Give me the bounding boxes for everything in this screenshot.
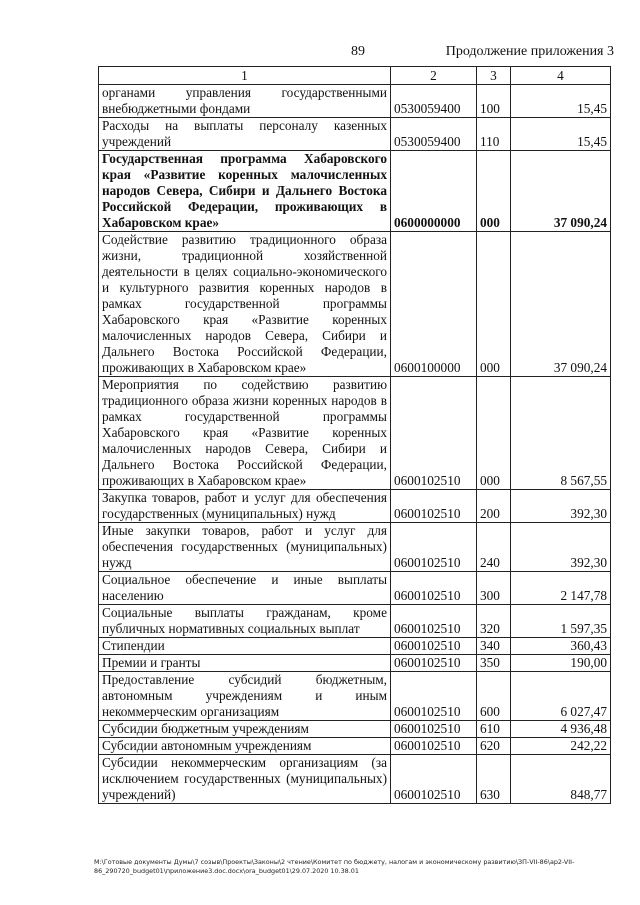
row-amount-cell: 37 090,24 — [511, 151, 611, 232]
row-name-cell: Социальное обеспечение и иные выплаты населению — [99, 572, 391, 605]
row-vr-cell: 630 — [477, 755, 511, 804]
row-code-cell: 0600100000 — [391, 232, 477, 377]
table-row — [99, 721, 611, 738]
row-vr-cell: 340 — [477, 638, 511, 655]
table-row — [99, 490, 611, 523]
row-code-cell: 0600102510 — [391, 523, 477, 572]
table-body — [99, 85, 611, 804]
budget-table — [98, 66, 611, 804]
row-vr-cell: 000 — [477, 232, 511, 377]
table-row — [99, 377, 611, 490]
table-row — [99, 523, 611, 572]
row-name-cell: Субсидии автономным учреждениям — [99, 738, 391, 755]
row-name-cell: Субсидии бюджетным учреждениям — [99, 721, 391, 738]
row-vr-cell: 600 — [477, 672, 511, 721]
row-name-cell: Премии и гранты — [99, 655, 391, 672]
row-code-cell: 0600102510 — [391, 605, 477, 638]
table-row — [99, 118, 611, 151]
row-name-cell: органами управления государственными внебюджетными фондами — [99, 85, 391, 118]
continuation-label: Продолжение приложения 3 — [445, 44, 614, 59]
row-vr-cell: 200 — [477, 490, 511, 523]
row-name-cell: Субсидии некоммерческим организациям (за исключением государственных (муниципальных) учреждений) — [99, 755, 391, 804]
row-vr-cell: 350 — [477, 655, 511, 672]
row-name-cell: Мероприятия по содействию развитию традиционного образа жизни коренных народов в рамках государственной программы Хабаровского края «Развитие коренных малочисленных народов Севера, Сибири и Дальнего Востока Российской Федерации, проживающих в Хабаровском крае» — [99, 377, 391, 490]
table-row — [99, 151, 611, 232]
row-amount-cell: 848,77 — [511, 755, 611, 804]
table-row — [99, 232, 611, 377]
row-vr-cell: 300 — [477, 572, 511, 605]
table-row — [99, 638, 611, 655]
row-code-cell: 0600102510 — [391, 672, 477, 721]
row-amount-cell: 4 936,48 — [511, 721, 611, 738]
row-code-cell: 0600102510 — [391, 490, 477, 523]
table-row — [99, 738, 611, 755]
row-vr-cell: 000 — [477, 151, 511, 232]
row-amount-cell: 242,22 — [511, 738, 611, 755]
row-code-cell: 0600102510 — [391, 377, 477, 490]
row-name-cell: Расходы на выплаты персоналу казенных учреждений — [99, 118, 391, 151]
table-row — [99, 655, 611, 672]
row-vr-cell: 320 — [477, 605, 511, 638]
row-amount-cell: 2 147,78 — [511, 572, 611, 605]
row-amount-cell: 190,00 — [511, 655, 611, 672]
table-header-row — [99, 67, 611, 85]
row-amount-cell: 6 027,47 — [511, 672, 611, 721]
row-name-cell: Предоставление субсидий бюджетным, автономным учреждениям и иным некоммерческим организациям — [99, 672, 391, 721]
row-amount-cell: 392,30 — [511, 523, 611, 572]
row-code-cell: 0600102510 — [391, 655, 477, 672]
document-path-footer: M:\Готовые документы Думы\7 созыв\Проекты\Законы\2 чтение\Комитет по бюджету, налогам и экономическому развитию\ЗП-VII-86\ap2-VII-86_290720_budget01\приложение3.doc.docx\ora_budget01\29.07.2020 10.38.01 — [94, 858, 575, 875]
row-name-cell: Закупка товаров, работ и услуг для обеспечения государственных (муниципальных) нужд — [99, 490, 391, 523]
row-vr-cell: 610 — [477, 721, 511, 738]
row-vr-cell: 000 — [477, 377, 511, 490]
row-vr-cell: 620 — [477, 738, 511, 755]
row-code-cell: 0600000000 — [391, 151, 477, 232]
table-row — [99, 755, 611, 804]
row-code-cell: 0600102510 — [391, 638, 477, 655]
table-row — [99, 85, 611, 118]
row-code-cell: 0530059400 — [391, 85, 477, 118]
column-header-name: 1 — [99, 67, 391, 85]
row-code-cell: 0600102510 — [391, 721, 477, 738]
row-vr-cell: 240 — [477, 523, 511, 572]
row-amount-cell: 360,43 — [511, 638, 611, 655]
column-header-amount: 4 — [511, 67, 611, 85]
row-name-cell: Государственная программа Хабаровского края «Развитие коренных малочисленных народов Севера, Сибири и Дальнего Востока Российской Федерации, проживающих в Хабаровском крае» — [99, 151, 391, 232]
row-code-cell: 0600102510 — [391, 738, 477, 755]
table-row — [99, 672, 611, 721]
row-name-cell: Иные закупки товаров, работ и услуг для обеспечения государственных (муниципальных) нужд — [99, 523, 391, 572]
row-vr-cell: 110 — [477, 118, 511, 151]
row-code-cell: 0600102510 — [391, 755, 477, 804]
row-name-cell: Стипендии — [99, 638, 391, 655]
row-amount-cell: 37 090,24 — [511, 232, 611, 377]
row-vr-cell: 100 — [477, 85, 511, 118]
row-amount-cell: 8 567,55 — [511, 377, 611, 490]
row-amount-cell: 15,45 — [511, 118, 611, 151]
row-code-cell: 0530059400 — [391, 118, 477, 151]
page-number: 89 — [351, 44, 365, 59]
row-amount-cell: 1 597,35 — [511, 605, 611, 638]
column-header-vr: 3 — [477, 67, 511, 85]
row-code-cell: 0600102510 — [391, 572, 477, 605]
row-amount-cell: 392,30 — [511, 490, 611, 523]
row-amount-cell: 15,45 — [511, 85, 611, 118]
row-name-cell: Социальные выплаты гражданам, кроме публичных нормативных социальных выплат — [99, 605, 391, 638]
table-row — [99, 572, 611, 605]
row-name-cell: Содействие развитию традиционного образа жизни, традиционной хозяйственной деятельности в целях социально-экономического и культурного развития коренных народов в рамках государственной программы Хабаровского края «Развитие коренных малочисленных народов Севера, Сибири и Дальнего Востока Российской Федерации, проживающих в Хабаровском крае» — [99, 232, 391, 377]
table-row — [99, 605, 611, 638]
column-header-code: 2 — [391, 67, 477, 85]
